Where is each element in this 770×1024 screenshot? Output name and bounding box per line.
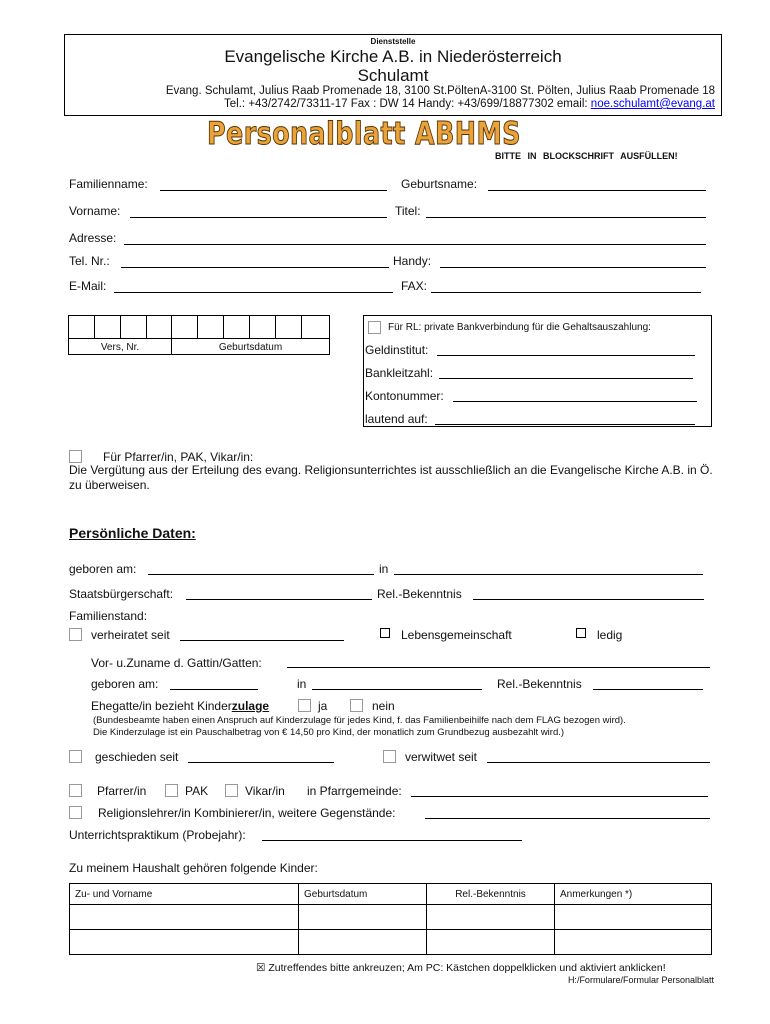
kid-name-cell[interactable] bbox=[70, 930, 299, 955]
birth-digit-cell[interactable] bbox=[197, 316, 224, 338]
geburtsdatum-label: Geburtsdatum bbox=[218, 342, 283, 353]
persoenliche-daten-heading: Persönliche Daten: bbox=[69, 525, 196, 541]
geldinstitut-label: Geldinstitut: bbox=[365, 343, 429, 357]
kinderzulage-ja-label: ja bbox=[318, 699, 328, 713]
footer-note-text: Zutreffendes bitte ankreuzen; Am PC: Kästchen doppelklicken und aktiviert anklicken! bbox=[268, 962, 666, 974]
col-rel-header: Rel.-Bekenntnis bbox=[427, 884, 555, 905]
kid-note-cell[interactable] bbox=[555, 930, 712, 955]
pak-checkbox[interactable] bbox=[165, 784, 178, 797]
geburtsname-field[interactable] bbox=[488, 190, 706, 191]
kinderzulage-note-2: Die Kinderzulage ist ein Pauschalbetrag von € 14,50 pro Kind, der monatlich zum Grundbezug ausbezahlt wird.) bbox=[93, 727, 565, 738]
email-field[interactable] bbox=[114, 292, 393, 293]
ledig-label: ledig bbox=[597, 628, 623, 642]
address-line: Evang. Schulamt, Julius Raab Promenade 18, 3100 St.PöltenA-3100 St. Pölten, Julius Raab Promenade 18 bbox=[165, 85, 715, 97]
table-row bbox=[70, 905, 712, 930]
geschieden-field[interactable] bbox=[188, 762, 334, 763]
geburtsort-field[interactable] bbox=[394, 574, 703, 575]
table-header-row bbox=[70, 884, 712, 905]
kinderzulage-label bbox=[91, 699, 269, 713]
rel-bekenntnis-label: Rel.-Bekenntnis bbox=[377, 587, 462, 601]
kontonummer-field[interactable] bbox=[453, 401, 697, 402]
pfarrer-verguetung-label: Für Pfarrer/in, PAK, Vikar/in: bbox=[103, 450, 254, 464]
col-name-header: Zu- und Vorname bbox=[70, 884, 299, 905]
birth-digit-cell[interactable] bbox=[249, 316, 276, 338]
praktikum-field[interactable] bbox=[262, 840, 522, 841]
familienname-field[interactable] bbox=[160, 190, 387, 191]
titel-label: Titel: bbox=[395, 204, 421, 218]
titel-field[interactable] bbox=[426, 217, 706, 218]
birth-digit-cell[interactable] bbox=[171, 316, 198, 338]
gattin-rel-label: Rel.-Bekenntnis bbox=[497, 677, 582, 691]
religionslehrer-label: Religionslehrer/in Kombinierer/in, weitere Gegenstände: bbox=[98, 806, 396, 820]
gattin-name-label: Vor- u.Zuname d. Gattin/Gatten: bbox=[91, 656, 262, 670]
bankleitzahl-label: Bankleitzahl: bbox=[365, 366, 434, 380]
geburtsort-label: in bbox=[379, 562, 389, 576]
tel-label: Tel. Nr.: bbox=[69, 254, 110, 268]
address-block bbox=[95, 85, 715, 111]
verheiratet-label: verheiratet seit bbox=[91, 628, 170, 642]
geboren-am-field[interactable] bbox=[148, 574, 374, 575]
verwitwet-checkbox[interactable] bbox=[383, 750, 396, 763]
staatsbuergerschaft-label: Staatsbürgerschaft: bbox=[69, 587, 174, 601]
verguetung-text: Die Vergütung aus der Erteilung des evang. Religionsunterrichtes ist ausschließlich an die Evangelische Kirche A.B. in Ö. zu überweisen. bbox=[69, 463, 713, 492]
birth-digit-cell[interactable] bbox=[223, 316, 250, 338]
dienststelle-label: Dienststelle bbox=[370, 37, 416, 46]
kinderzulage-nein-label: nein bbox=[372, 699, 395, 713]
lebensgemeinschaft-label: Lebensgemeinschaft bbox=[401, 628, 512, 642]
birth-digit-cell[interactable] bbox=[275, 316, 302, 338]
lautend-label: lautend auf: bbox=[365, 412, 428, 426]
vers-nr-label: Vers, Nr. bbox=[69, 339, 172, 354]
vorname-label: Vorname: bbox=[69, 204, 121, 218]
pfarrgemeinde-label: in Pfarrgemeinde: bbox=[307, 784, 402, 798]
verheiratet-checkbox[interactable] bbox=[69, 628, 82, 641]
pfarrer-checkbox[interactable] bbox=[69, 784, 82, 797]
fax-field[interactable] bbox=[431, 292, 701, 293]
rel-bekenntnis-field[interactable] bbox=[473, 599, 704, 600]
pfarrer-label: Pfarrer/in bbox=[97, 784, 147, 798]
vers-box-labels bbox=[69, 338, 329, 354]
vers-digit-cell[interactable] bbox=[69, 316, 95, 338]
geschieden-checkbox[interactable] bbox=[69, 750, 82, 763]
contact-line bbox=[95, 98, 715, 111]
table-row bbox=[70, 930, 712, 955]
vers-digit-cell[interactable] bbox=[120, 316, 147, 338]
kid-name-cell[interactable] bbox=[70, 905, 299, 930]
vikar-label: Vikar/in bbox=[245, 784, 285, 798]
vers-digit-cell[interactable] bbox=[94, 316, 121, 338]
adresse-field[interactable] bbox=[124, 244, 706, 245]
col-geburtsdatum-header: Geburtsdatum bbox=[299, 884, 427, 905]
gattin-rel-field[interactable] bbox=[593, 689, 703, 690]
vorname-field[interactable] bbox=[130, 217, 387, 218]
geldinstitut-field[interactable] bbox=[437, 355, 695, 356]
kinderzulage-underlined: zulage bbox=[231, 699, 270, 713]
bankleitzahl-field[interactable] bbox=[439, 378, 693, 379]
kid-rel-cell[interactable] bbox=[427, 930, 555, 955]
gattin-geboren-label: geboren am: bbox=[91, 677, 159, 691]
col-anmerkungen-header: Anmerkungen *) bbox=[555, 884, 712, 905]
kinderzulage-ja-checkbox[interactable] bbox=[298, 699, 311, 712]
gattin-ort-label: in bbox=[297, 677, 307, 691]
gattin-geboren-field[interactable] bbox=[170, 689, 258, 690]
verwitwet-label: verwitwet seit bbox=[405, 750, 478, 764]
kid-birth-cell[interactable] bbox=[299, 930, 427, 955]
org-line-1: Evangelische Kirche A.B. in Niederösterreich bbox=[224, 47, 562, 66]
fax-label: FAX: bbox=[401, 279, 428, 293]
kinderzulage-nein-checkbox[interactable] bbox=[350, 699, 363, 712]
gattin-name-field[interactable] bbox=[287, 667, 710, 668]
handy-field[interactable] bbox=[440, 267, 706, 268]
kontonummer-label: Kontonummer: bbox=[365, 389, 444, 403]
pak-label: PAK bbox=[185, 784, 209, 798]
lautend-field[interactable] bbox=[435, 424, 695, 425]
vikar-checkbox[interactable] bbox=[225, 784, 238, 797]
adresse-label: Adresse: bbox=[69, 231, 117, 245]
checked-box-icon: ☒ bbox=[256, 962, 266, 974]
letterhead-box bbox=[64, 34, 722, 116]
email-label: E-Mail: bbox=[69, 279, 107, 293]
footer-path: H:/Formulare/Formular Personalblatt bbox=[567, 975, 714, 985]
verheiratet-field[interactable] bbox=[180, 640, 344, 641]
verwitwet-field[interactable] bbox=[487, 762, 710, 763]
ledig-checkbox[interactable] bbox=[576, 628, 586, 638]
bank-details-box bbox=[363, 315, 712, 427]
organization-name bbox=[65, 47, 721, 85]
lebensgemeinschaft-checkbox[interactable] bbox=[380, 628, 390, 638]
kid-birth-cell[interactable] bbox=[299, 905, 427, 930]
religionslehrer-checkbox[interactable] bbox=[69, 806, 82, 819]
gattin-ort-field[interactable] bbox=[312, 689, 482, 690]
kid-rel-cell[interactable] bbox=[427, 905, 555, 930]
handy-label: Handy: bbox=[393, 254, 432, 268]
form-title: Personalblatt ABHMS bbox=[207, 116, 521, 152]
kinderzulage-text: Ehegatte/in bezieht Kinder bbox=[91, 699, 232, 713]
vers-digit-cell[interactable] bbox=[146, 316, 172, 338]
kinderzulage-note-1: (Bundesbeamte haben einen Anspruch auf Kinderzulage für jedes Kind, f. das Familienbeihilfe nach dem FLAG bezogen wird). bbox=[93, 715, 626, 726]
contact-text: Tel.: +43/2742/73311-17 Fax : DW 14 Handy: +43/699/18877302 email: bbox=[224, 98, 591, 110]
religionslehrer-field[interactable] bbox=[425, 818, 710, 819]
familienname-label: Familienname: bbox=[69, 177, 148, 191]
kinder-intro: Zu meinem Haushalt gehören folgende Kinder: bbox=[69, 861, 318, 875]
geboren-am-label: geboren am: bbox=[69, 562, 137, 576]
versicherungsnummer-box bbox=[68, 315, 330, 355]
geburtsname-label: Geburtsname: bbox=[401, 177, 478, 191]
kid-note-cell[interactable] bbox=[555, 905, 712, 930]
birth-digit-cell[interactable] bbox=[301, 316, 329, 338]
org-line-2: Schulamt bbox=[357, 66, 429, 85]
familienstand-label: Familienstand: bbox=[69, 609, 148, 623]
rl-bank-checkbox[interactable] bbox=[368, 321, 381, 334]
pfarrgemeinde-field[interactable] bbox=[411, 796, 708, 797]
email-link[interactable]: noe.schulamt@evang.at bbox=[590, 98, 715, 110]
footer-note bbox=[256, 962, 666, 974]
blockschrift-instruction: BITTE IN BLOCKSCHRIFT AUSFÜLLEN! bbox=[495, 151, 678, 161]
praktikum-label: Unterrichtspraktikum (Probejahr): bbox=[69, 828, 246, 842]
pfarrer-verguetung-checkbox[interactable] bbox=[69, 450, 82, 463]
tel-field[interactable] bbox=[121, 267, 389, 268]
kinder-table bbox=[69, 883, 712, 955]
staatsbuergerschaft-field[interactable] bbox=[186, 599, 372, 600]
rl-bank-label: Für RL: private Bankverbindung für die Gehaltsauszahlung: bbox=[388, 322, 651, 333]
geschieden-label: geschieden seit bbox=[95, 750, 179, 764]
